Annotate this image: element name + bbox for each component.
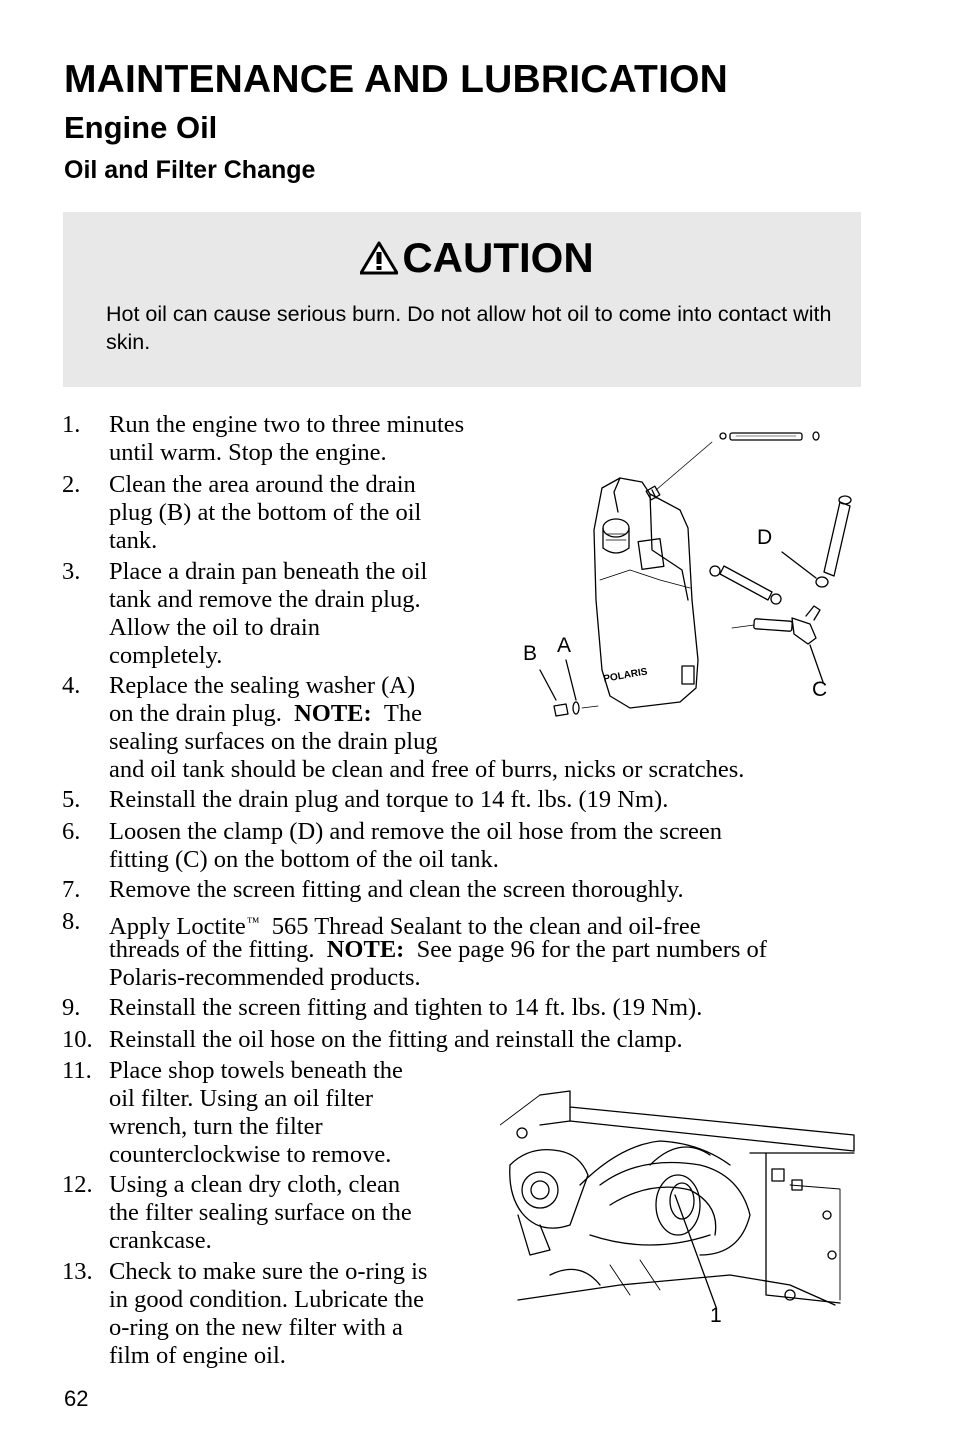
leader-line-d bbox=[782, 552, 816, 578]
step-number: 9. bbox=[62, 994, 81, 1021]
step-text: Run the engine two to three minutes bbox=[109, 411, 465, 438]
step-number: 12. bbox=[62, 1171, 93, 1198]
step-number: 7. bbox=[62, 876, 81, 903]
step-text: Allow the oil to drain bbox=[109, 614, 320, 641]
step-number: 1. bbox=[62, 411, 81, 438]
step-text: Polaris-recommended products. bbox=[109, 964, 421, 991]
step-text: and oil tank should be clean and free of burrs, nicks or scratches. bbox=[109, 756, 745, 783]
step-number: 11. bbox=[62, 1057, 92, 1084]
step-text: oil filter. Using an oil filter bbox=[109, 1085, 374, 1112]
step-text: Place a drain pan beneath the oil bbox=[109, 558, 428, 585]
leader-line-a bbox=[566, 660, 576, 700]
step-number: 3. bbox=[62, 558, 81, 585]
step-text: completely. bbox=[109, 642, 223, 669]
step-text: Check to make sure the o-ring is bbox=[109, 1258, 428, 1285]
step-text: threads of the fitting. bbox=[109, 936, 315, 963]
tank-brand-text: POLARIS bbox=[602, 666, 649, 685]
step-text: The bbox=[383, 700, 423, 727]
step-text: counterclockwise to remove. bbox=[109, 1141, 392, 1168]
caution-text: Hot oil can cause serious burn. Do not allow hot oil to come into contact with skin. bbox=[106, 302, 832, 354]
step-text: Clean the area around the drain bbox=[109, 471, 416, 498]
label-b: B bbox=[523, 642, 538, 665]
warning-triangle-icon bbox=[360, 241, 398, 275]
frame-rail bbox=[540, 1091, 854, 1151]
label-d: D bbox=[757, 526, 773, 549]
step-text: until warm. Stop the engine. bbox=[109, 439, 387, 466]
page-number: 62 bbox=[64, 1386, 89, 1411]
step-text: 565 Thread Sealant to the clean and oil-free bbox=[271, 913, 701, 940]
step-text: See page 96 for the part numbers of bbox=[416, 936, 767, 963]
step-text: film of engine oil. bbox=[109, 1342, 286, 1369]
step-text: Using a clean dry cloth, clean bbox=[109, 1171, 401, 1198]
step-text: fitting (C) on the bottom of the oil tank. bbox=[109, 846, 499, 873]
caution-label: CAUTION bbox=[402, 234, 594, 281]
step-text: tank. bbox=[109, 527, 158, 554]
step-text: Apply Loctite bbox=[109, 913, 246, 940]
step-number: 6. bbox=[62, 818, 81, 845]
caution-heading bbox=[0, 234, 954, 282]
step-text: Loosen the clamp (D) and remove the oil hose from the screen bbox=[109, 818, 722, 845]
step-text: Reinstall the drain plug and torque to 14 ft. lbs. (19 Nm). bbox=[109, 786, 669, 813]
step-text: wrench, turn the filter bbox=[109, 1113, 323, 1140]
section-heading: Engine Oil bbox=[64, 110, 218, 145]
step-text: the filter sealing surface on the bbox=[109, 1199, 412, 1226]
subsection-heading: Oil and Filter Change bbox=[64, 156, 316, 184]
step-text: Remove the screen fitting and clean the screen thoroughly. bbox=[109, 876, 684, 903]
note-label: NOTE: bbox=[294, 700, 372, 727]
page-title: MAINTENANCE AND LUBRICATION bbox=[64, 58, 729, 101]
label-a: A bbox=[557, 634, 572, 657]
label-c: C bbox=[812, 678, 828, 701]
step-text: crankcase. bbox=[109, 1227, 212, 1254]
leader-line-b bbox=[540, 670, 556, 700]
note-label: NOTE: bbox=[326, 936, 405, 963]
step-text: o-ring on the new filter with a bbox=[109, 1314, 403, 1341]
step-text: sealing surfaces on the drain plug bbox=[109, 728, 438, 755]
step-text: Replace the sealing washer (A) bbox=[109, 672, 416, 699]
step-text: tank and remove the drain plug. bbox=[109, 586, 421, 613]
step-text: Place shop towels beneath the bbox=[109, 1057, 403, 1084]
step-number: 4. bbox=[62, 672, 81, 699]
step-number: 2. bbox=[62, 471, 81, 498]
leader-line-c bbox=[810, 645, 823, 682]
step-number: 5. bbox=[62, 786, 81, 813]
leader-line-1 bbox=[675, 1195, 716, 1307]
step-number: 8. bbox=[62, 908, 81, 935]
step-number: 13. bbox=[62, 1258, 93, 1285]
step-text: in good condition. Lubricate the bbox=[109, 1286, 425, 1313]
step-text: plug (B) at the bottom of the oil bbox=[109, 499, 422, 526]
label-1: 1 bbox=[710, 1304, 722, 1327]
step-text: on the drain plug. bbox=[109, 700, 282, 727]
trademark-symbol: ™ bbox=[246, 914, 260, 929]
oil-tank-diagram bbox=[510, 420, 860, 730]
step-text: Reinstall the oil hose on the fitting and reinstall the clamp. bbox=[109, 1026, 683, 1053]
step-text: Reinstall the screen fitting and tighten to 14 ft. lbs. (19 Nm). bbox=[109, 994, 703, 1021]
oil-filter-diagram bbox=[500, 1085, 860, 1330]
step-number: 10. bbox=[62, 1026, 93, 1053]
